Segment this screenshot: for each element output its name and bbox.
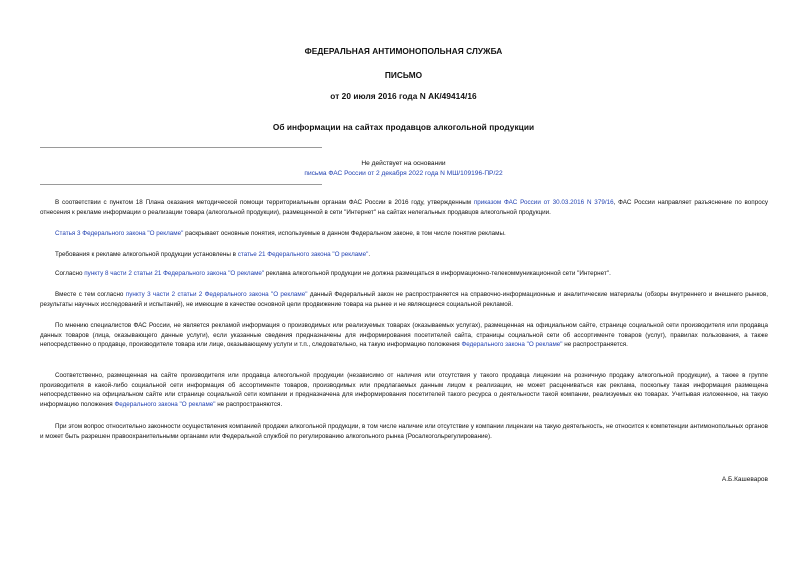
- paragraph-3: [40, 250, 768, 260]
- p5-link-article2-p3[interactable]: пункту 3 части 2 статьи 2 Федерального закона "О рекламе": [125, 291, 308, 298]
- status-text: Не действует на основании: [361, 160, 446, 167]
- p4-text-2: реклама алкогольной продукции не должна размещаться в информационно-телекоммуникационной сети "Интернет".: [264, 270, 611, 277]
- p7-text-2: не распространяются.: [215, 400, 283, 408]
- doc-type: ПИСЬМО: [384, 70, 423, 80]
- paragraph-1: [40, 198, 768, 217]
- signature: А.Б.Кашеваров: [721, 476, 768, 483]
- p3-text-1: Требования к рекламе алкогольной продукции установлены в: [55, 251, 238, 258]
- p5-text-1: Вместе с тем согласно: [55, 291, 126, 298]
- p4-text-1: Согласно: [55, 270, 85, 277]
- p4-link-article21-p8[interactable]: пункту 8 части 2 статьи 21 Федерального закона "О рекламе": [84, 270, 265, 277]
- paragraph-6: [40, 321, 768, 350]
- status-link[interactable]: письма ФАС России от 2 декабря 2022 года N МШ/109196-ПР/22: [304, 170, 503, 177]
- paragraph-5: [40, 290, 768, 309]
- p7-link-law[interactable]: Федерального закона "О рекламе": [114, 400, 216, 408]
- p6-text-2: не распространяется.: [562, 341, 628, 348]
- status-note: [0, 159, 807, 179]
- p1-text-2: , ФАС России направляет разъяснение по вопросу отнесения к рекламе информации о реализации товара (алкогольной продукции), размещенной в сети "Интернет" на сайтах нелегальных продавцов алкогольной продукции.: [40, 199, 768, 216]
- p6-link-law[interactable]: Федерального закона "О рекламе": [461, 341, 563, 348]
- p7-text-1: Соответственно, размещенная на сайте производителя или продавца алкогольной продукции (независимо от наличия или отсутствия у такого продавца лицензии на розничную продажу алкогольной продукции), а также в группе производителя в какой-либо социальной сети информация об ассортименте товаров, производимых или предлагаемых данным лицом к реализации, не может расцениваться как реклама, поскольку такая информация размещена непосредственно на официальном сайте или странице социальной сети компании и предназначена для информирования посетителей такого ресурса о деятельности такой компании, реализуемых ею товарах. Учитывая изложенное, на такую информацию положения: [40, 372, 768, 408]
- p2-link-article3[interactable]: Статья 3 Федерального закона "О рекламе": [55, 230, 184, 237]
- p6-text-1: По мнению специалистов ФАС России, не является рекламой информация о производимых или реализуемых товарах (оказываемых услугах), размещенная на официальном сайте, странице социальной сети производителя или продавца данных товаров (лица, оказывающего данные услуги), если указанные сведения предназначены для информирования посетителей сайта, страницы социальной сети об ассортименте товаров (услуг), правилах пользования, а также непосредственно о продавце, производителе товара или лице, оказывающему услуги и т.п., следовательно, на такую информацию положения: [40, 322, 768, 348]
- doc-date-number: от 20 июля 2016 года N АК/49414/16: [330, 91, 477, 101]
- divider-bottom: [40, 184, 322, 185]
- paragraph-4: [40, 269, 768, 279]
- p5-text-2: данный Федеральный закон не распространяется на справочно-информационные и аналитические материалы (обзоры внутреннего и внешнего рынков, результаты научных исследований и испытаний), не имеющие в качестве основной цели продвижение товара на рынке и не являющиеся социальной рекламой.: [40, 291, 768, 308]
- doc-subject: Об информации на сайтах продавцов алкогольной продукции: [272, 122, 535, 132]
- p2-text-1: раскрывает основные понятия, используемые в данном Федеральном законе, в том числе понятие рекламы.: [183, 230, 506, 237]
- agency-title: ФЕДЕРАЛЬНАЯ АНТИМОНОПОЛЬНАЯ СЛУЖБА: [304, 46, 503, 56]
- paragraph-2: [40, 229, 768, 239]
- p8-text-1: При этом вопрос относительно законности осуществления компанией продажи алкогольной продукции, в том числе наличие или отсутствие у компании лицензии на такую деятельность, не относится к компетенции антимонопольных органов и может быть разрешен правоохранительными органами или Федеральной службой по регулированию алкогольного рынка (Росалкогольрегулирование).: [40, 423, 768, 440]
- divider-top: [40, 147, 322, 148]
- p3-link-article21[interactable]: статье 21 Федерального закона "О рекламе": [237, 251, 369, 258]
- p3-text-2: .: [368, 251, 371, 258]
- p1-link-order[interactable]: приказом ФАС России от 30.03.2016 N 379/16: [473, 199, 614, 206]
- p1-text-1: В соответствии с пунктом 18 Плана оказания методической помощи территориальным органам ФАС России в 2016 году, утвержденным: [55, 199, 474, 206]
- paragraph-7: [40, 371, 768, 409]
- paragraph-8: [40, 422, 768, 441]
